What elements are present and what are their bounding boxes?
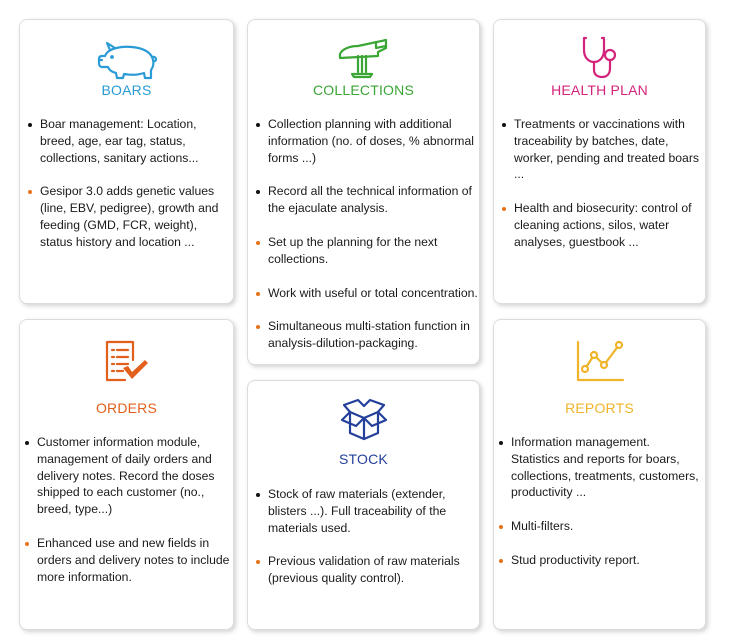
list-item: Work with useful or total concentration. [256,285,478,302]
list-item: Enhanced use and new fields in orders and delivery notes to include more information. [25,535,230,585]
list-item: Multi-filters. [499,518,699,535]
stethoscope-icon [578,34,622,80]
card-title: COLLECTIONS [313,82,414,98]
card-title: ORDERS [95,400,158,416]
list-item: Treatments or vaccinations with traceability by batches, date, worker, pending and treated boars ... [502,116,702,183]
item-list [25,434,230,602]
item-list [499,434,699,586]
list-item: Set up the planning for the next collections. [256,234,478,268]
item-list [28,116,228,268]
list-item: Collection planning with additional information (no. of doses, % abnormal forms ...) [256,116,478,166]
item-list [256,486,476,604]
card-collections [247,19,480,365]
list-item: Stud productivity report. [499,552,699,569]
pig-icon [94,40,160,84]
collection-dummy-icon [334,34,394,80]
box-icon [338,397,390,441]
card-boars [19,19,234,304]
list-item: Information management. Statistics and reports for boars, collections, treatments, customers, productivity ... [499,434,699,501]
item-list [256,116,478,369]
list-item: Gesipor 3.0 adds genetic values (line, EBV, pedigree), growth and feeding (GMD, FCR, weight), status history and location ... [28,183,228,250]
list-item: Boar management: Location, breed, age, ear tag, status, collections, sanitary actions... [28,116,228,166]
card-reports [493,319,706,630]
card-title: HEALTH PLAN [551,82,648,98]
card-title: STOCK [339,451,388,467]
line-chart-icon [573,338,627,384]
item-list [502,116,702,268]
card-health-plan [493,19,706,304]
list-item: Simultaneous multi-station function in analysis-dilution-packaging. [256,318,478,352]
list-item: Health and biosecurity: control of cleaning actions, silos, water analyses, guestbook ... [502,200,702,250]
list-item: Customer information module, management of daily orders and delivery notes. Record the doses shipped to each customer (no., breed, type...) [25,434,230,518]
list-item: Record all the technical information of the ejaculate analysis. [256,183,478,217]
list-item: Stock of raw materials (extender, blisters ...). Full traceability of the materials used. [256,486,476,536]
card-title: REPORTS [565,400,634,416]
card-title: BOARS [101,82,152,98]
card-orders [19,319,234,630]
card-stock [247,380,480,630]
list-item: Previous validation of raw materials (previous quality control). [256,553,476,587]
checklist-icon [101,338,153,384]
